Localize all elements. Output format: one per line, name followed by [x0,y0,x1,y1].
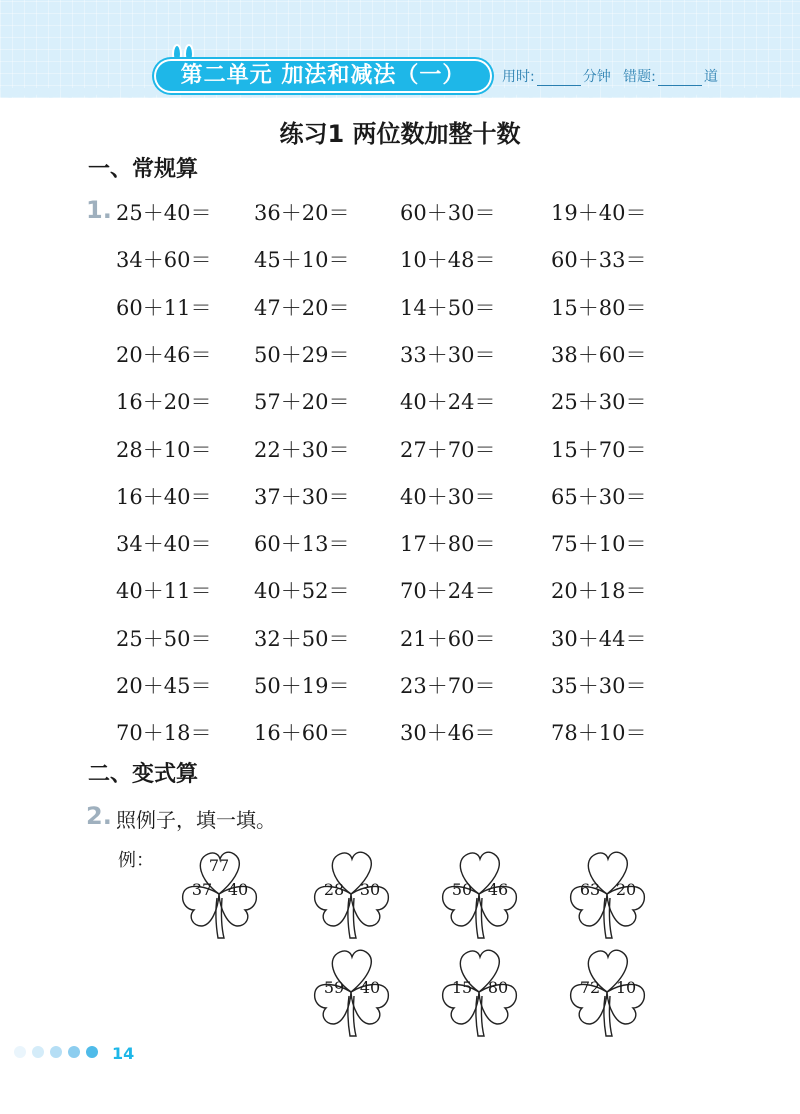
clover-left-number: 15 [451,978,473,997]
exercise-item: 15＋80＝ [551,296,647,320]
clover-right-number: 10 [615,978,637,997]
exercise-item: 47＋20＝ [254,296,350,320]
exercise-item: 60＋11＝ [116,296,212,320]
errors-blank[interactable] [658,71,702,86]
page-title: 练习1 两位数加整十数 [279,120,521,148]
clover-left-number: 59 [323,978,345,997]
clover-left-number: 50 [451,880,473,899]
exercise-item: 60＋30＝ [400,201,496,225]
time-blank[interactable] [537,71,581,86]
exercise-item: 23＋70＝ [400,674,496,698]
clover-6 [438,944,538,1044]
clover-left-number: 28 [323,880,345,899]
clover-right-number: 46 [487,880,509,899]
section-heading-1: 一、常规算 [88,157,199,182]
exercise-item: 17＋80＝ [400,532,496,556]
exercise-item: 38＋60＝ [551,343,647,367]
exercise-item: 60＋13＝ [254,532,350,556]
section-heading-2: 二、变式算 [88,762,199,787]
exercise-item: 27＋70＝ [400,438,496,462]
exercise-item: 16＋60＝ [254,721,350,745]
exercise-item: 10＋48＝ [400,248,496,272]
page-number: 14 [112,1044,135,1063]
clover-3 [438,846,538,946]
exercise-item: 57＋20＝ [254,390,350,414]
clover-top-number: 77 [208,856,230,875]
exercise-item: 16＋20＝ [116,390,212,414]
clover-1 [178,846,278,946]
exercise-item: 30＋44＝ [551,627,647,651]
clover-right-number: 40 [227,880,249,899]
clover-left-number: 72 [579,978,601,997]
header-meta [502,66,718,86]
exercise-item: 22＋30＝ [254,438,350,462]
exercise-item: 60＋33＝ [551,248,647,272]
exercise-item: 33＋30＝ [400,343,496,367]
exercise-item: 70＋24＝ [400,579,496,603]
clover-right-number: 20 [615,880,637,899]
exercise-item: 45＋10＝ [254,248,350,272]
exercise-item: 36＋20＝ [254,201,350,225]
exercise-item: 20＋18＝ [551,579,647,603]
clover-4 [566,846,666,946]
exercise-item: 40＋52＝ [254,579,350,603]
exercise-item: 35＋30＝ [551,674,647,698]
clover-left-number: 37 [191,880,213,899]
instruction-text: 照例子，填一填。 [116,808,276,832]
exercise-item: 20＋46＝ [116,343,212,367]
time-unit: 分钟 [582,69,611,85]
exercise-item: 20＋45＝ [116,674,212,698]
time-label: 用时: [502,69,535,85]
clover-left-number: 63 [579,880,601,899]
exercise-item: 34＋60＝ [116,248,212,272]
clover-right-number: 30 [359,880,381,899]
clover-2 [310,846,410,946]
exercise-item: 65＋30＝ [551,485,647,509]
question-number-2: 2. [86,802,112,830]
clover-right-number: 40 [359,978,381,997]
exercise-item: 25＋40＝ [116,201,212,225]
exercise-item: 78＋10＝ [551,721,647,745]
errors-label: 错题: [623,69,656,85]
exercise-item: 70＋18＝ [116,721,212,745]
exercise-item: 50＋19＝ [254,674,350,698]
question-number-1: 1. [86,196,112,224]
exercise-item: 75＋10＝ [551,532,647,556]
exercise-item: 34＋40＝ [116,532,212,556]
clover-right-number: 80 [487,978,509,997]
exercise-item: 40＋11＝ [116,579,212,603]
exercise-item: 37＋30＝ [254,485,350,509]
exercise-item: 28＋10＝ [116,438,212,462]
example-label: 例： [118,850,154,871]
exercise-item: 30＋46＝ [400,721,496,745]
clover-7 [566,944,666,1044]
exercise-item: 50＋29＝ [254,343,350,367]
exercise-item: 21＋60＝ [400,627,496,651]
exercise-item: 15＋70＝ [551,438,647,462]
exercise-item: 40＋24＝ [400,390,496,414]
exercise-item: 14＋50＝ [400,296,496,320]
exercise-item: 40＋30＝ [400,485,496,509]
exercise-item: 19＋40＝ [551,201,647,225]
unit-title: 第二单元 加法和减法（一） [156,61,490,91]
exercise-item: 32＋50＝ [254,627,350,651]
exercise-item: 16＋40＝ [116,485,212,509]
clover-5 [310,944,410,1044]
errors-unit: 道 [703,69,718,85]
exercise-item: 25＋30＝ [551,390,647,414]
exercise-item: 25＋50＝ [116,627,212,651]
